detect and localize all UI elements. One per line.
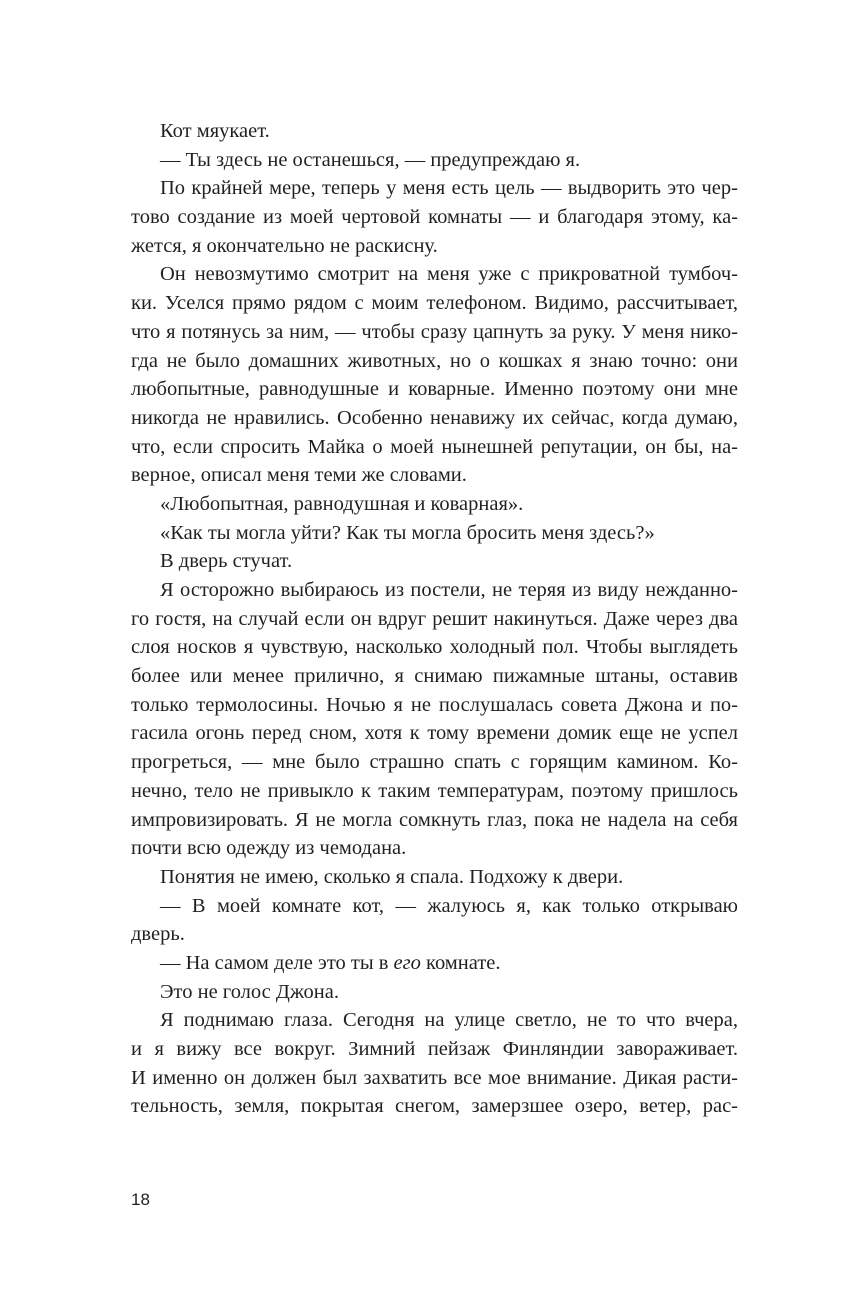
- text-line: только термолосины. Ночью я не послушалась совета Джона и по-: [131, 693, 738, 716]
- text-line: что, если спросить Майка о моей нынешней репутации, он бы, на-: [131, 435, 738, 458]
- text-line: Я поднимаю глаза. Сегодня на улице светло, не то что вчера,: [160, 1009, 738, 1032]
- text-line: более или менее прилично, я снимаю пижамные штаны, оставив: [131, 665, 738, 688]
- text-line: почти всю одежду из чемодана.: [131, 837, 407, 860]
- text-line: — Ты здесь не останешься, — предупреждаю я.: [160, 148, 581, 171]
- text-line: ки. Уселся прямо рядом с моим телефоном. Видимо, рассчитывает,: [131, 292, 738, 315]
- text-line: Я осторожно выбираюсь из постели, не теряя из виду нежданно-: [160, 579, 738, 601]
- text-line: тельность, земля, покрытая снегом, замерзшее озеро, ветер, рас-: [131, 1095, 738, 1118]
- text-line: импровизировать. Я не могла сомкнуть глаз, пока не надела на себя: [131, 808, 738, 831]
- text-line: верное, описал меня теми же словами.: [131, 464, 467, 487]
- text-line: что я потянусь за ним, — чтобы сразу цапнуть за руку. У меня нико-: [131, 320, 738, 343]
- body-text: [131, 117, 738, 1121]
- text-line: прогреться, — мне было страшно спать с горящим камином. Ко-: [131, 751, 738, 774]
- text-line: [131, 949, 738, 978]
- text-line: «Любопытная, равнодушная и коварная».: [160, 492, 524, 515]
- text-line: никогда не нравились. Особенно ненавижу их сейчас, когда думаю,: [131, 406, 738, 429]
- text-line: слоя носков я чувствую, насколько холодный пол. Чтобы выглядеть: [131, 636, 738, 659]
- text-line: гасила огонь перед сном, хотя к тому времени домик еще не успел: [131, 722, 738, 745]
- text-line: Он невозмутимо смотрит на меня уже с прикроватной тумбоч-: [160, 263, 738, 286]
- text-line: В дверь стучат.: [160, 550, 293, 573]
- text-segment: — На самом деле это ты в: [160, 951, 394, 974]
- italic-word: его: [393, 951, 421, 974]
- text-line: Кот мяукает.: [160, 120, 270, 142]
- text-line: жется, я окончательно не раскисну.: [131, 234, 438, 257]
- text-line: «Как ты могла уйти? Как ты могла бросить меня здесь?»: [160, 521, 655, 544]
- text-line: гда не было домашних животных, но о кошках я знаю точно: они: [131, 349, 738, 372]
- text-line: Это не голос Джона.: [160, 980, 339, 1003]
- text-segment: комнате.: [420, 951, 501, 974]
- text-line: тово создание из моей чертовой комнаты — и благодаря этому, ка-: [131, 206, 738, 229]
- text-line: По крайней мере, теперь у меня есть цель — выдворить это чер-: [160, 177, 738, 200]
- text-line: го гостя, на случай если он вдруг решит накинуться. Даже через два: [131, 607, 738, 630]
- text-line: нечно, тело не привыкло к таким температурам, поэтому пришлось: [131, 779, 738, 802]
- text-line: и я вижу все вокруг. Зимний пейзаж Финляндии завораживает.: [131, 1038, 738, 1060]
- page-number: 18: [131, 1190, 150, 1209]
- text-line: любопытные, равнодушные и коварные. Именно поэтому они мне: [131, 378, 738, 401]
- text-line: дверь.: [131, 923, 185, 946]
- text-line: — В моей комнате кот, — жалуюсь я, как только открываю: [160, 894, 738, 917]
- text-line: И именно он должен был захватить все мое внимание. Дикая расти-: [131, 1066, 738, 1089]
- text-line: Понятия не имею, сколько я спала. Подхожу к двери.: [160, 865, 624, 888]
